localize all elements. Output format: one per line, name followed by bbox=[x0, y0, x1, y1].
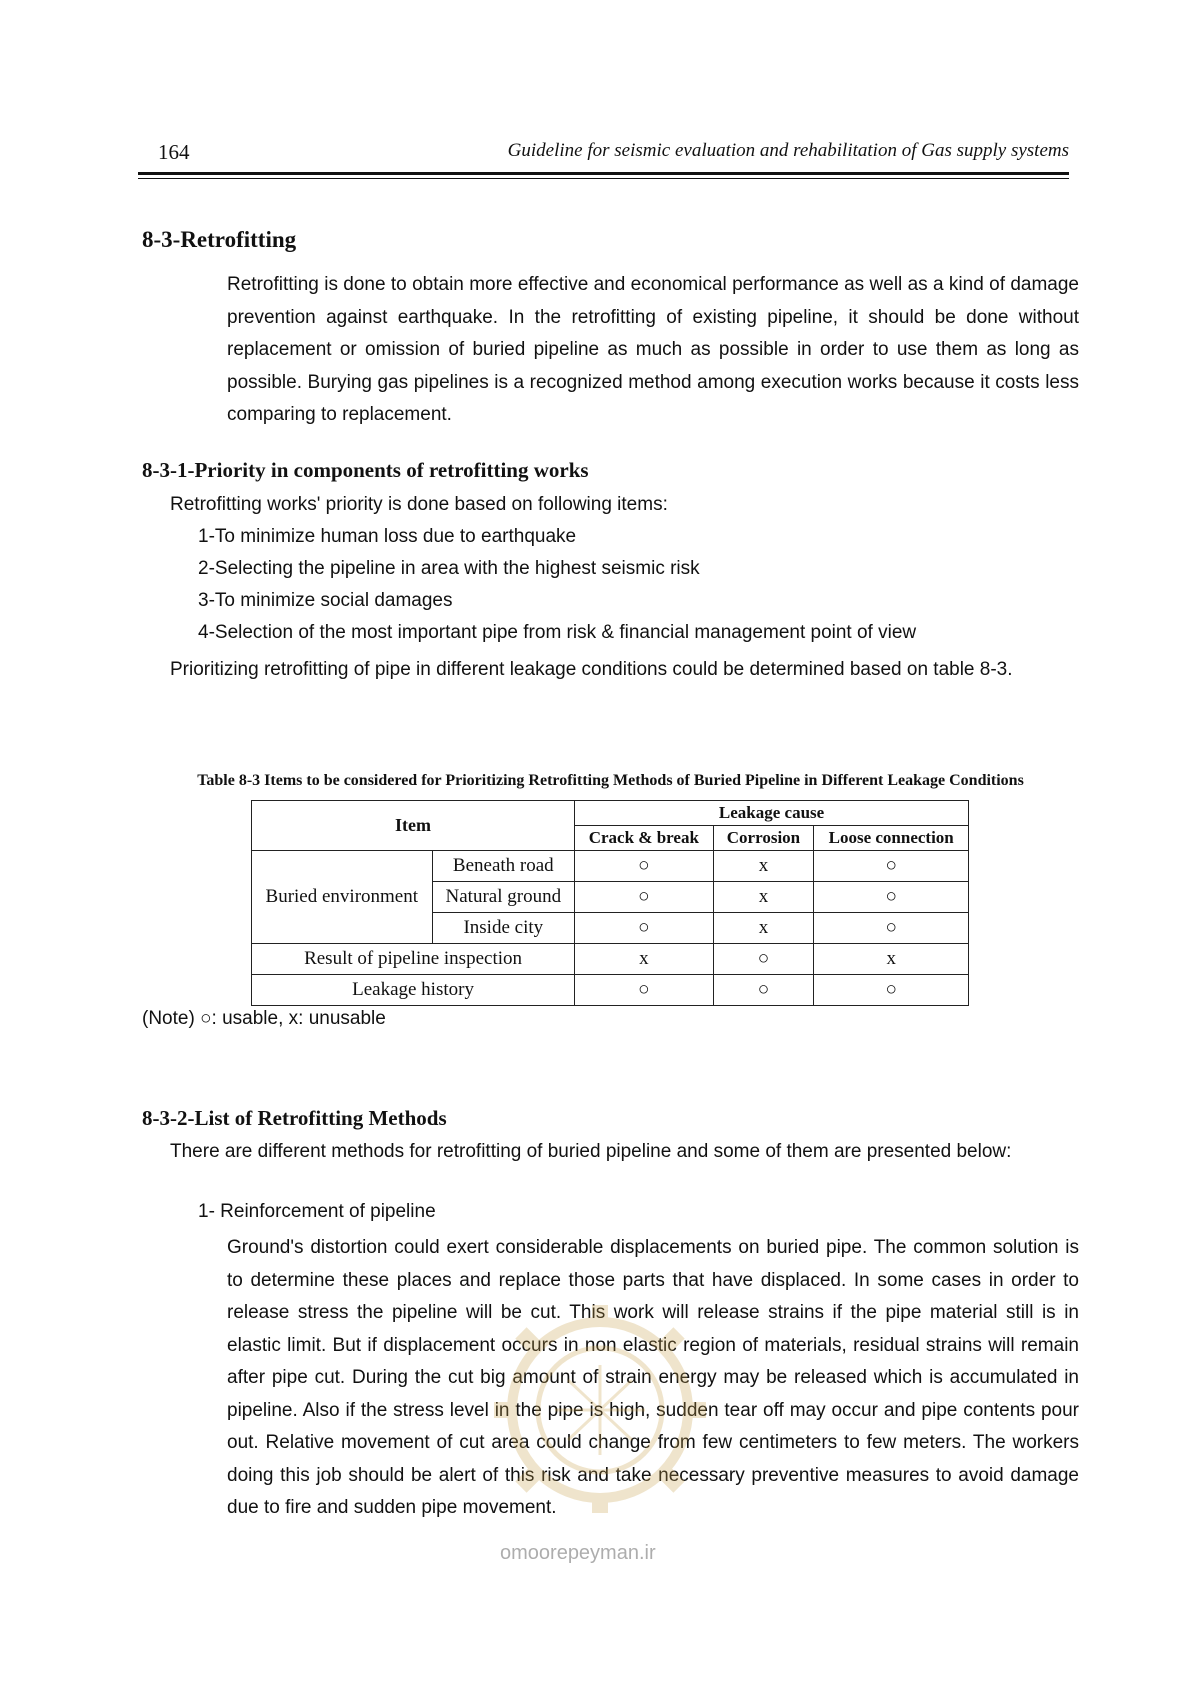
table-header-row bbox=[252, 801, 969, 826]
prioritizing-paragraph: Prioritizing retrofitting of pipe in different leakage conditions could be determined based on table 8-3. bbox=[170, 659, 1013, 680]
row-label: Leakage history bbox=[252, 975, 575, 1006]
section-heading-priority: 8-3-1-Priority in components of retrofitting works bbox=[142, 458, 589, 482]
table-cell: x bbox=[575, 944, 713, 975]
table-cell: ○ bbox=[814, 851, 969, 882]
section-heading-list: 8-3-2-List of Retrofitting Methods bbox=[142, 1106, 447, 1130]
column-header-crack: Crack & break bbox=[575, 826, 713, 851]
table-cell: ○ bbox=[575, 851, 713, 882]
table-cell: ○ bbox=[575, 913, 713, 944]
leakage-cause-header: Leakage cause bbox=[575, 801, 969, 826]
priority-item: 1-To minimize human loss due to earthquake bbox=[198, 526, 577, 547]
method-1-title: 1- Reinforcement of pipeline bbox=[198, 1201, 436, 1222]
watermark-text: omoorepeyman.ir bbox=[500, 1542, 656, 1564]
table-row bbox=[252, 944, 969, 975]
priority-item: 2-Selecting the pipeline in area with the highest seismic risk bbox=[198, 558, 700, 579]
table-cell: ○ bbox=[575, 975, 713, 1006]
section-heading-retrofitting: 8-3-Retrofitting bbox=[142, 227, 297, 252]
column-header-corrosion: Corrosion bbox=[713, 826, 814, 851]
priority-item: 3-To minimize social damages bbox=[198, 590, 453, 611]
retrofitting-paragraph: Retrofitting is done to obtain more effective and economical performance as well as a kind of damage prevention against earthquake. In the retrofitting of existing pipeline, it should be done without replacement or omission of buried pipeline as much as possible in order to use them as long as possible. Burying gas pipelines is a recognized method among execution works because it costs less comparing to replacement. bbox=[227, 274, 1079, 425]
leakage-table bbox=[251, 800, 969, 1006]
table-cell: ○ bbox=[814, 882, 969, 913]
watermark-logo-icon bbox=[480, 1285, 720, 1515]
table-cell: ○ bbox=[713, 975, 814, 1006]
table-cell: ○ bbox=[814, 913, 969, 944]
item-header: Item bbox=[252, 801, 575, 851]
row-label: Natural ground bbox=[432, 882, 575, 913]
priority-item: 4-Selection of the most important pipe from risk & financial management point of view bbox=[198, 622, 917, 643]
row-label: Result of pipeline inspection bbox=[252, 944, 575, 975]
page-number: 164 bbox=[158, 140, 190, 164]
row-label: Beneath road bbox=[432, 851, 575, 882]
table-cell: x bbox=[713, 882, 814, 913]
table-cell: ○ bbox=[575, 882, 713, 913]
table-row bbox=[252, 851, 969, 882]
buried-environment-label: Buried environment bbox=[252, 851, 433, 944]
table-caption: Table 8-3 Items to be considered for Prioritizing Retrofitting Methods of Buried Pipeline in Different Leakage Conditions bbox=[197, 772, 1024, 789]
priority-intro: Retrofitting works' priority is done based on following items: bbox=[170, 494, 668, 515]
table-note: (Note) ○: usable, x: unusable bbox=[142, 1008, 386, 1029]
running-title: Guideline for seismic evaluation and rehabilitation of Gas supply systems bbox=[507, 140, 1069, 161]
table-cell: x bbox=[814, 944, 969, 975]
list-intro: There are different methods for retrofitting of buried pipeline and some of them are presented below: bbox=[170, 1141, 1012, 1162]
table-cell: x bbox=[713, 851, 814, 882]
table-cell: ○ bbox=[713, 944, 814, 975]
table-cell: ○ bbox=[814, 975, 969, 1006]
column-header-loose-connection: Loose connection bbox=[814, 826, 969, 851]
table-cell: x bbox=[713, 913, 814, 944]
header-rule-thick bbox=[138, 172, 1069, 175]
table-row bbox=[252, 975, 969, 1006]
header-rule-thin bbox=[138, 178, 1069, 179]
method-1-paragraph: Ground's distortion could exert considerable displacements on buried pipe. The common solution is to determine these places and replace those parts that have displaced. In some cases in order to release stress the pipeline will be cut. This work will release strains if the pipe material still is in elastic limit. But if displacement occurs in non elastic region of materials, residual strains will remain after pipe cut. During the cut big amount of strain energy may be released which is accumulated in pipeline. Also if the stress level in the pipe is high, sudden tear off may occur and pipe contents pour out. Relative movement of cut area could change from few centimeters to few meters. The workers doing this job should be alert of this risk and take necessary preventive measures to avoid damage due to fire and sudden pipe movement. bbox=[227, 1237, 1079, 1518]
row-label: Inside city bbox=[432, 913, 575, 944]
